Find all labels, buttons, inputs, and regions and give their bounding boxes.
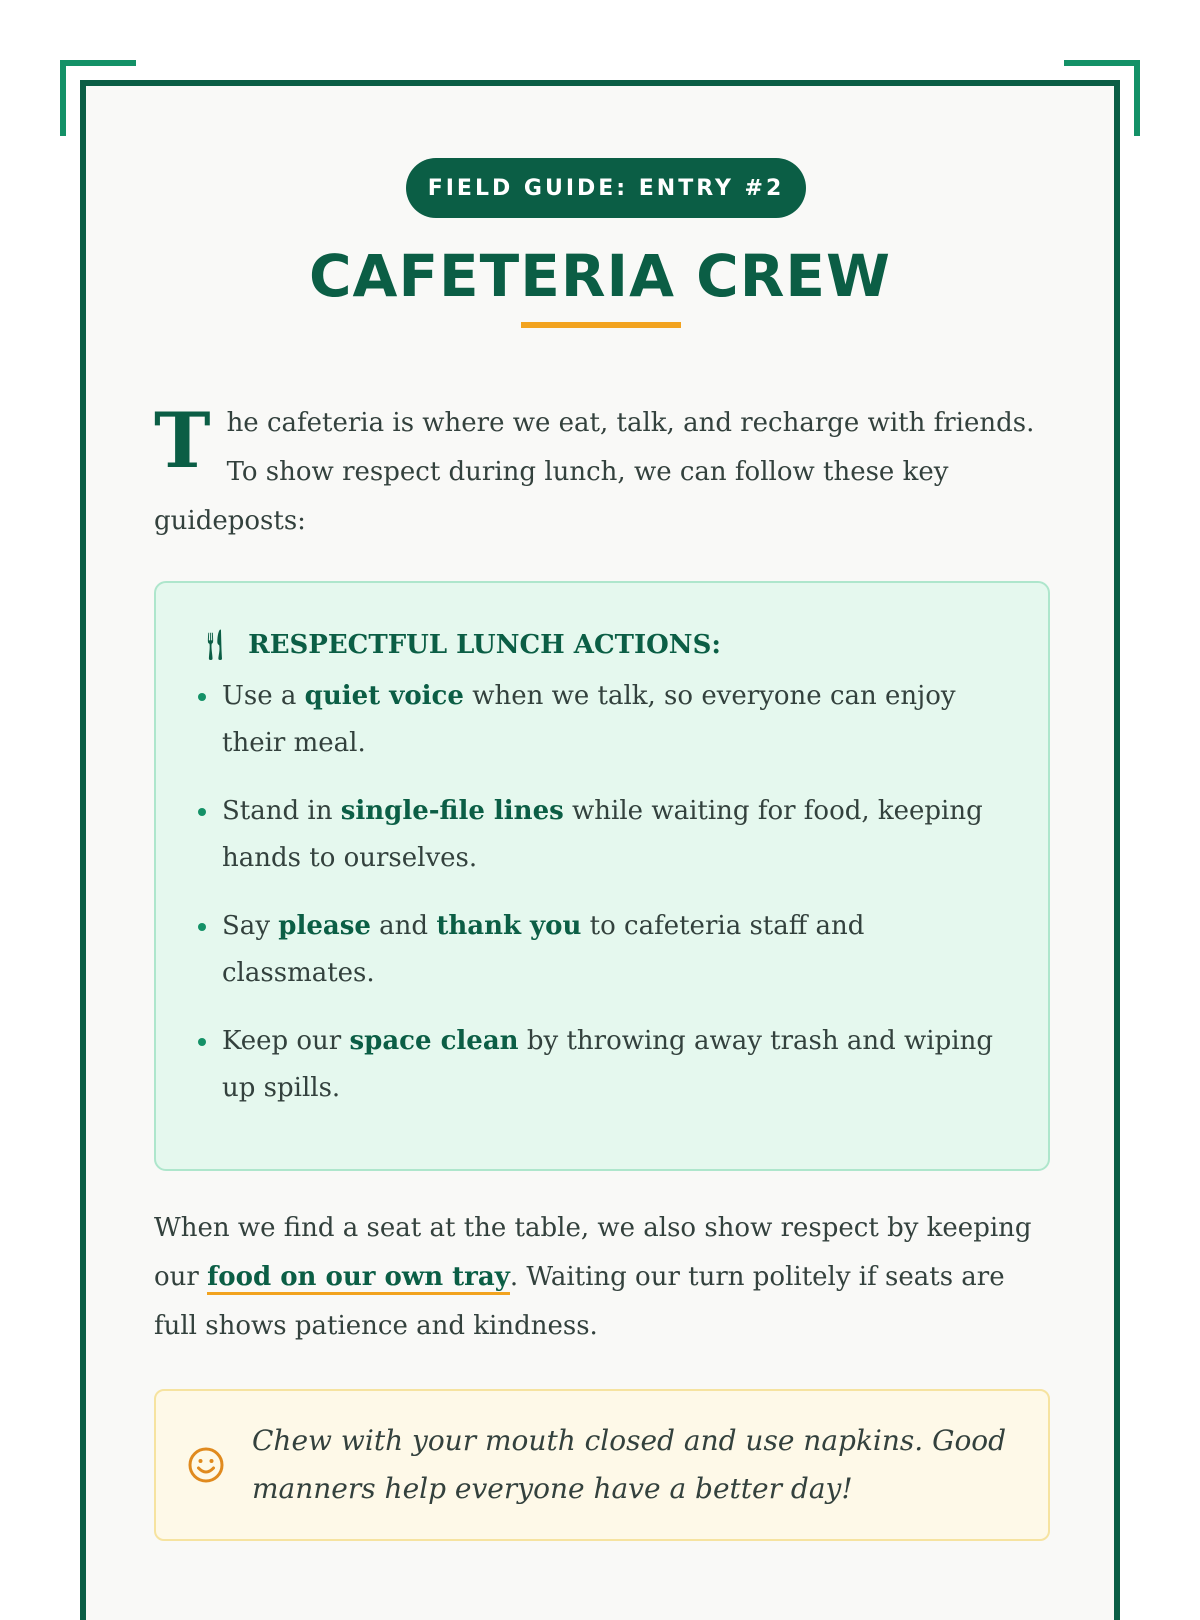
bullet-icon — [198, 1038, 206, 1046]
page-title: CAFETERIA CREW — [308, 242, 892, 310]
entry-badge: FIELD GUIDE: ENTRY #2 — [406, 158, 806, 218]
title-underline — [521, 322, 681, 328]
guide-card — [80, 80, 1120, 1620]
bullet-icon — [198, 808, 206, 816]
drop-cap: T — [154, 396, 211, 485]
fork-knife-icon: 🍴︎ — [196, 627, 235, 663]
manners-tip-box — [154, 1389, 1050, 1541]
lunch-actions-box — [154, 581, 1050, 1171]
list-item: Use a quiet voice when we talk, so everyone can enjoy their meal. — [196, 673, 1008, 767]
bullet-icon — [198, 693, 206, 701]
manners-tip-text: Chew with your mouth closed and use napkins. Good manners help everyone have a better day! — [252, 1424, 1007, 1505]
lunch-actions-list — [196, 673, 1008, 1112]
list-item: Keep our space clean by throwing away trash and wiping up spills. — [196, 1018, 1008, 1112]
list-item: Say please and thank you to cafeteria staff and classmates. — [196, 903, 1008, 997]
seating-paragraph: When we find a seat at the table, we also show respect by keeping our food on our own tray. Waiting our turn politely if seats are full shows patience and kindness. — [154, 1213, 1032, 1341]
food-tray-highlight[interactable]: food on our own tray — [207, 1262, 510, 1295]
intro-paragraph — [154, 396, 1054, 546]
lunch-actions-header — [196, 623, 1008, 667]
smiley-icon — [186, 1445, 226, 1485]
list-item: Stand in single-file lines while waiting for food, keeping hands to ourselves. — [196, 788, 1008, 882]
lunch-actions-title: RESPECTFUL LUNCH ACTIONS: — [248, 630, 721, 660]
bullet-icon — [198, 923, 206, 931]
intro-text: he cafeteria is where we eat, talk, and recharge with friends. To show respect during lunch, we can follow these key guideposts: — [154, 408, 1035, 536]
